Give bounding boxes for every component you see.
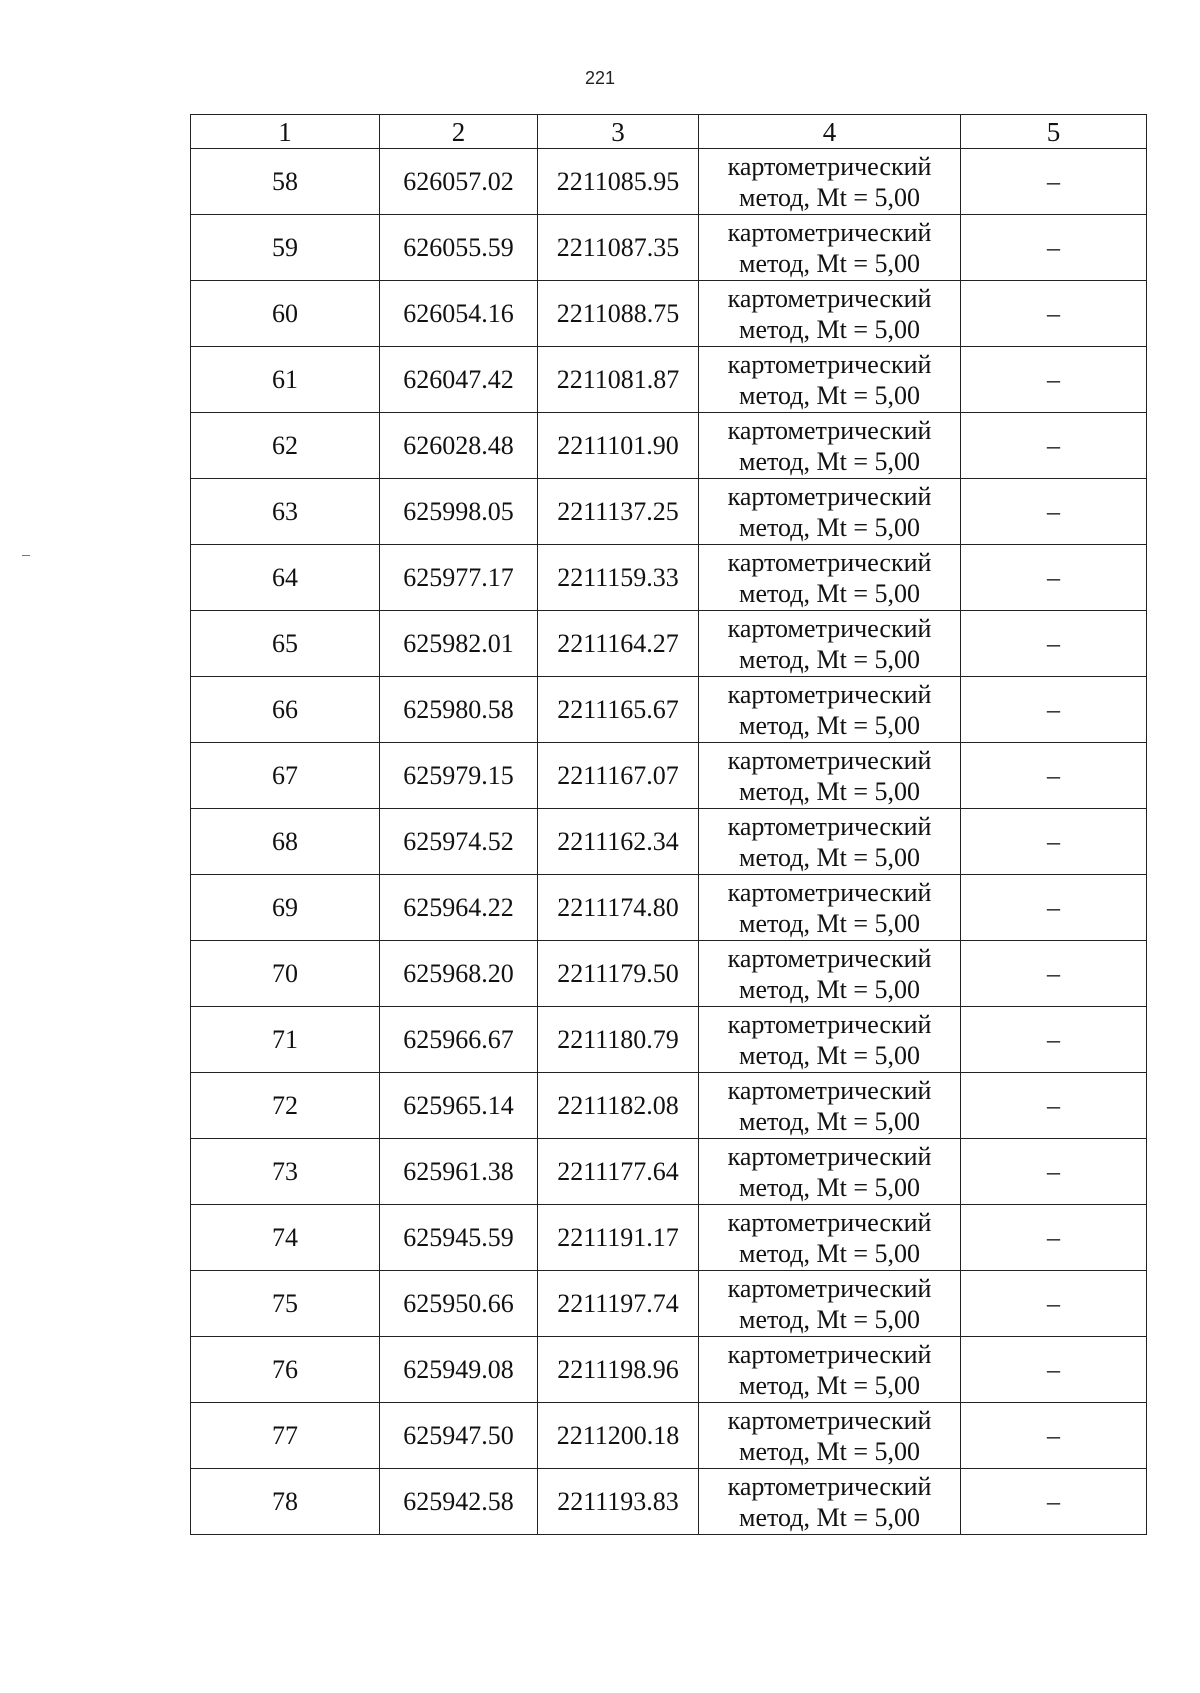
header-cell-1: 1 — [191, 115, 380, 149]
y-coordinate-cell: 2211179.50 — [538, 941, 699, 1007]
y-coordinate-cell: 2211177.64 — [538, 1139, 699, 1205]
method-cell — [699, 545, 961, 611]
table-row — [191, 875, 1147, 941]
point-number-cell: 65 — [191, 611, 380, 677]
note-cell: – — [961, 1007, 1147, 1073]
table-row — [191, 1007, 1147, 1073]
method-line-2: метод, Mt = 5,00 — [739, 1436, 920, 1466]
method-line-2: метод, Mt = 5,00 — [739, 1502, 920, 1532]
method-line-2: метод, Mt = 5,00 — [739, 1040, 920, 1070]
table-row — [191, 413, 1147, 479]
x-coordinate-cell: 625974.52 — [380, 809, 538, 875]
method-line-2: метод, Mt = 5,00 — [739, 710, 920, 740]
point-number-cell: 76 — [191, 1337, 380, 1403]
method-cell — [699, 743, 961, 809]
y-coordinate-cell: 2211191.17 — [538, 1205, 699, 1271]
y-coordinate-cell: 2211167.07 — [538, 743, 699, 809]
x-coordinate-cell: 625980.58 — [380, 677, 538, 743]
method-line-1: картометрический — [727, 1471, 932, 1501]
table-row — [191, 1337, 1147, 1403]
note-cell: – — [961, 1337, 1147, 1403]
header-cell-4: 4 — [699, 115, 961, 149]
method-cell — [699, 1271, 961, 1337]
method-cell — [699, 941, 961, 1007]
table-row — [191, 743, 1147, 809]
method-line-1: картометрический — [727, 481, 932, 511]
method-line-1: картометрический — [727, 1405, 932, 1435]
note-cell: – — [961, 413, 1147, 479]
y-coordinate-cell: 2211174.80 — [538, 875, 699, 941]
note-cell: – — [961, 1139, 1147, 1205]
table-header — [191, 115, 1147, 149]
table-row — [191, 611, 1147, 677]
method-line-2: метод, Mt = 5,00 — [739, 1304, 920, 1334]
method-line-1: картометрический — [727, 349, 932, 379]
note-cell: – — [961, 545, 1147, 611]
table-row — [191, 941, 1147, 1007]
point-number-cell: 62 — [191, 413, 380, 479]
method-cell — [699, 677, 961, 743]
method-line-2: метод, Mt = 5,00 — [739, 446, 920, 476]
method-cell — [699, 1007, 961, 1073]
note-cell: – — [961, 1469, 1147, 1535]
y-coordinate-cell: 2211162.34 — [538, 809, 699, 875]
note-cell: – — [961, 677, 1147, 743]
x-coordinate-cell: 626055.59 — [380, 215, 538, 281]
point-number-cell: 63 — [191, 479, 380, 545]
method-line-1: картометрический — [727, 415, 932, 445]
y-coordinate-cell: 2211165.67 — [538, 677, 699, 743]
method-line-2: метод, Mt = 5,00 — [739, 1238, 920, 1268]
y-coordinate-cell: 2211088.75 — [538, 281, 699, 347]
note-cell: – — [961, 875, 1147, 941]
method-line-2: метод, Mt = 5,00 — [739, 1106, 920, 1136]
table-row — [191, 545, 1147, 611]
margin-mark — [22, 555, 30, 556]
method-cell — [699, 347, 961, 413]
method-line-1: картометрический — [727, 679, 932, 709]
method-line-1: картометрический — [727, 1009, 932, 1039]
method-line-2: метод, Mt = 5,00 — [739, 314, 920, 344]
point-number-cell: 70 — [191, 941, 380, 1007]
point-number-cell: 59 — [191, 215, 380, 281]
point-number-cell: 69 — [191, 875, 380, 941]
method-cell — [699, 281, 961, 347]
x-coordinate-cell: 625945.59 — [380, 1205, 538, 1271]
method-line-2: метод, Mt = 5,00 — [739, 644, 920, 674]
y-coordinate-cell: 2211200.18 — [538, 1403, 699, 1469]
method-cell — [699, 1073, 961, 1139]
y-coordinate-cell: 2211182.08 — [538, 1073, 699, 1139]
note-cell: – — [961, 611, 1147, 677]
method-line-1: картометрический — [727, 1273, 932, 1303]
method-line-2: метод, Mt = 5,00 — [739, 512, 920, 542]
method-cell — [699, 809, 961, 875]
y-coordinate-cell: 2211159.33 — [538, 545, 699, 611]
coordinates-table — [190, 114, 1147, 1535]
table-body — [191, 149, 1147, 1535]
note-cell: – — [961, 149, 1147, 215]
y-coordinate-cell: 2211137.25 — [538, 479, 699, 545]
note-cell: – — [961, 347, 1147, 413]
point-number-cell: 68 — [191, 809, 380, 875]
method-cell — [699, 1403, 961, 1469]
table-row — [191, 1469, 1147, 1535]
y-coordinate-cell: 2211197.74 — [538, 1271, 699, 1337]
method-cell — [699, 611, 961, 677]
method-line-1: картометрический — [727, 943, 932, 973]
method-line-2: метод, Mt = 5,00 — [739, 776, 920, 806]
method-cell — [699, 1469, 961, 1535]
method-line-1: картометрический — [727, 151, 932, 181]
method-line-1: картометрический — [727, 1207, 932, 1237]
point-number-cell: 74 — [191, 1205, 380, 1271]
point-number-cell: 72 — [191, 1073, 380, 1139]
x-coordinate-cell: 626028.48 — [380, 413, 538, 479]
method-line-1: картометрический — [727, 283, 932, 313]
x-coordinate-cell: 626054.16 — [380, 281, 538, 347]
table-row — [191, 149, 1147, 215]
method-line-2: метод, Mt = 5,00 — [739, 248, 920, 278]
method-line-2: метод, Mt = 5,00 — [739, 1172, 920, 1202]
x-coordinate-cell: 625977.17 — [380, 545, 538, 611]
method-line-2: метод, Mt = 5,00 — [739, 182, 920, 212]
method-line-1: картометрический — [727, 745, 932, 775]
method-line-2: метод, Mt = 5,00 — [739, 974, 920, 1004]
x-coordinate-cell: 625949.08 — [380, 1337, 538, 1403]
x-coordinate-cell: 625961.38 — [380, 1139, 538, 1205]
method-cell — [699, 875, 961, 941]
note-cell: – — [961, 479, 1147, 545]
method-cell — [699, 215, 961, 281]
method-line-2: метод, Mt = 5,00 — [739, 380, 920, 410]
note-cell: – — [961, 1271, 1147, 1337]
point-number-cell: 73 — [191, 1139, 380, 1205]
table-row — [191, 1205, 1147, 1271]
x-coordinate-cell: 625979.15 — [380, 743, 538, 809]
x-coordinate-cell: 625965.14 — [380, 1073, 538, 1139]
point-number-cell: 60 — [191, 281, 380, 347]
table-row — [191, 281, 1147, 347]
method-line-1: картометрический — [727, 811, 932, 841]
y-coordinate-cell: 2211164.27 — [538, 611, 699, 677]
page-number: 221 — [584, 68, 616, 88]
point-number-cell: 71 — [191, 1007, 380, 1073]
table-row — [191, 347, 1147, 413]
note-cell: – — [961, 809, 1147, 875]
note-cell: – — [961, 281, 1147, 347]
table-row — [191, 215, 1147, 281]
method-cell — [699, 149, 961, 215]
point-number-cell: 58 — [191, 149, 380, 215]
method-line-1: картометрический — [727, 547, 932, 577]
point-number-cell: 78 — [191, 1469, 380, 1535]
method-cell — [699, 1139, 961, 1205]
x-coordinate-cell: 625942.58 — [380, 1469, 538, 1535]
method-line-2: метод, Mt = 5,00 — [739, 908, 920, 938]
method-line-2: метод, Mt = 5,00 — [739, 578, 920, 608]
point-number-cell: 77 — [191, 1403, 380, 1469]
method-cell — [699, 1205, 961, 1271]
method-line-2: метод, Mt = 5,00 — [739, 1370, 920, 1400]
note-cell: – — [961, 215, 1147, 281]
method-line-1: картометрический — [727, 217, 932, 247]
method-line-1: картометрический — [727, 1339, 932, 1369]
note-cell: – — [961, 941, 1147, 1007]
y-coordinate-cell: 2211101.90 — [538, 413, 699, 479]
x-coordinate-cell: 625964.22 — [380, 875, 538, 941]
header-row — [191, 115, 1147, 149]
x-coordinate-cell: 625966.67 — [380, 1007, 538, 1073]
x-coordinate-cell: 625947.50 — [380, 1403, 538, 1469]
table-row — [191, 1139, 1147, 1205]
point-number-cell: 66 — [191, 677, 380, 743]
x-coordinate-cell: 626057.02 — [380, 149, 538, 215]
x-coordinate-cell: 626047.42 — [380, 347, 538, 413]
x-coordinate-cell: 625982.01 — [380, 611, 538, 677]
point-number-cell: 67 — [191, 743, 380, 809]
table-row — [191, 1403, 1147, 1469]
x-coordinate-cell: 625950.66 — [380, 1271, 538, 1337]
method-line-1: картометрический — [727, 613, 932, 643]
table-row — [191, 809, 1147, 875]
method-line-1: картометрический — [727, 1141, 932, 1171]
header-cell-2: 2 — [380, 115, 538, 149]
method-cell — [699, 479, 961, 545]
x-coordinate-cell: 625998.05 — [380, 479, 538, 545]
point-number-cell: 75 — [191, 1271, 380, 1337]
table-row — [191, 479, 1147, 545]
method-line-2: метод, Mt = 5,00 — [739, 842, 920, 872]
y-coordinate-cell: 2211193.83 — [538, 1469, 699, 1535]
y-coordinate-cell: 2211085.95 — [538, 149, 699, 215]
y-coordinate-cell: 2211081.87 — [538, 347, 699, 413]
method-line-1: картометрический — [727, 1075, 932, 1105]
x-coordinate-cell: 625968.20 — [380, 941, 538, 1007]
y-coordinate-cell: 2211198.96 — [538, 1337, 699, 1403]
note-cell: – — [961, 1403, 1147, 1469]
header-cell-5: 5 — [961, 115, 1147, 149]
point-number-cell: 61 — [191, 347, 380, 413]
table-row — [191, 1073, 1147, 1139]
y-coordinate-cell: 2211180.79 — [538, 1007, 699, 1073]
y-coordinate-cell: 2211087.35 — [538, 215, 699, 281]
method-cell — [699, 413, 961, 479]
note-cell: – — [961, 743, 1147, 809]
method-cell — [699, 1337, 961, 1403]
note-cell: – — [961, 1073, 1147, 1139]
table-row — [191, 677, 1147, 743]
header-cell-3: 3 — [538, 115, 699, 149]
table-row — [191, 1271, 1147, 1337]
method-line-1: картометрический — [727, 877, 932, 907]
note-cell: – — [961, 1205, 1147, 1271]
point-number-cell: 64 — [191, 545, 380, 611]
